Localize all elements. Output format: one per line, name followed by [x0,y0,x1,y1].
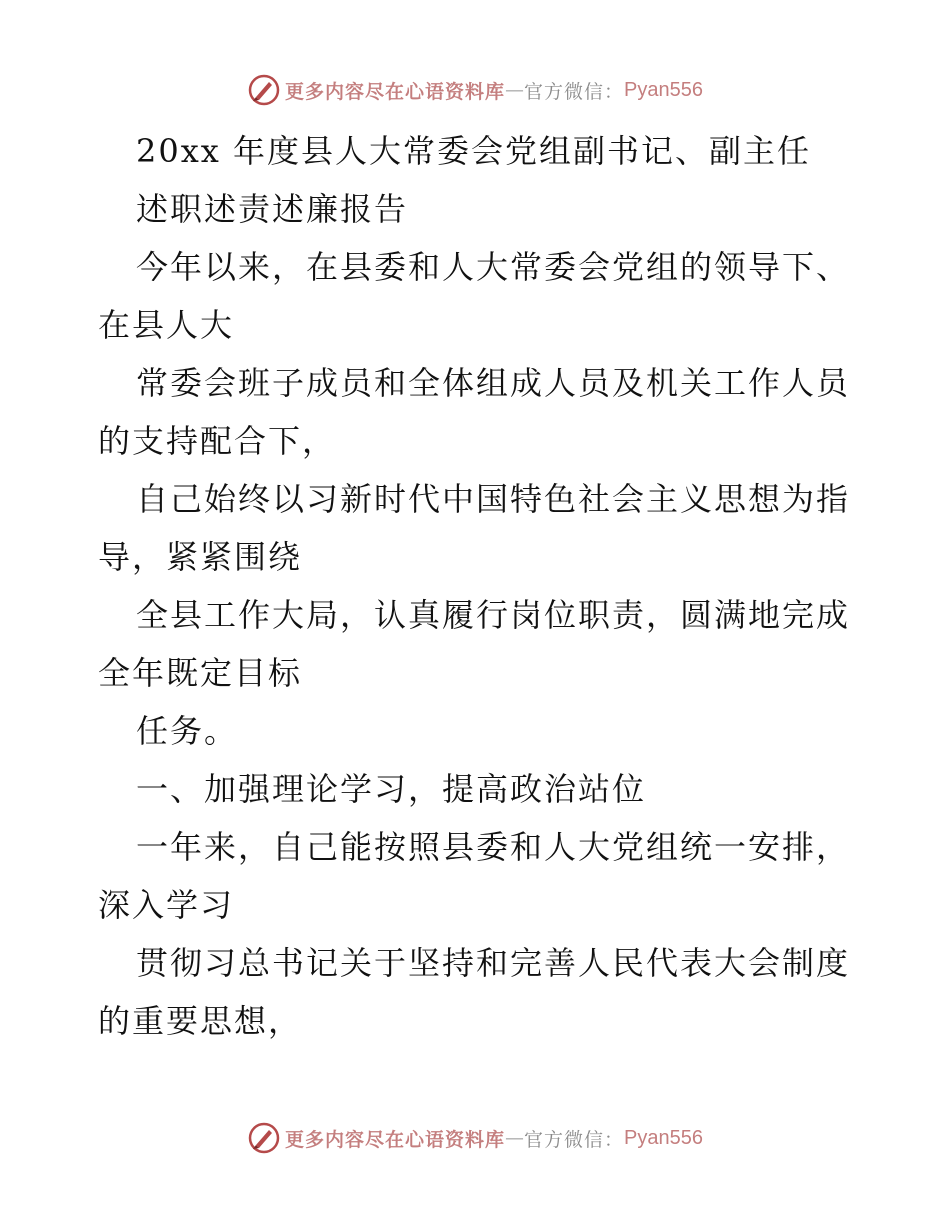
text-line: 在县人大 [98,306,235,344]
watermark-text: 更多内容尽在心语资料库 [285,1128,506,1151]
watermark-wechat-id: Pyan556 [624,1126,703,1149]
text-line: 常委会班子成员和全体组成人员及机关工作人员 [136,364,851,402]
watermark-separator: — [505,1127,525,1149]
pen-logo-icon [247,73,281,107]
pen-logo-icon [247,1121,281,1155]
watermark-wechat-label: 官方微信： [524,80,625,103]
text-line: 一年来，自己能按照县委和人大党组统一安排， [136,828,851,866]
text-line: 20xx 年度县人大常委会党组副书记、副主任 [136,132,811,170]
section-heading: 一、加强理论学习，提高政治站位 [136,770,647,808]
text-line: 深入学习 [98,886,235,924]
text-line: 自己始终以习新时代中国特色社会主义思想为指 [136,480,851,518]
text-line: 全年既定目标 [98,654,303,692]
footer-watermark [0,1118,950,1158]
text-line: 全县工作大局，认真履行岗位职责，圆满地完成 [136,596,851,634]
text-line: 的重要思想， [98,1002,303,1040]
text-line: 导，紧紧围绕 [98,538,303,576]
watermark-text: 更多内容尽在心语资料库 [285,80,506,103]
text-line: 任务。 [136,712,239,750]
text-line: 贯彻习总书记关于坚持和完善人民代表大会制度 [136,944,851,982]
text-line: 的支持配合下， [98,422,337,460]
header-watermark [0,70,950,110]
text-line: 今年以来，在县委和人大常委会党组的领导下、 [136,248,851,286]
text-line: 述职述责述廉报告 [136,190,409,228]
document-body [98,122,858,1050]
watermark-separator: — [505,79,525,101]
watermark-wechat-label: 官方微信： [524,1128,625,1151]
watermark-wechat-id: Pyan556 [624,78,703,101]
